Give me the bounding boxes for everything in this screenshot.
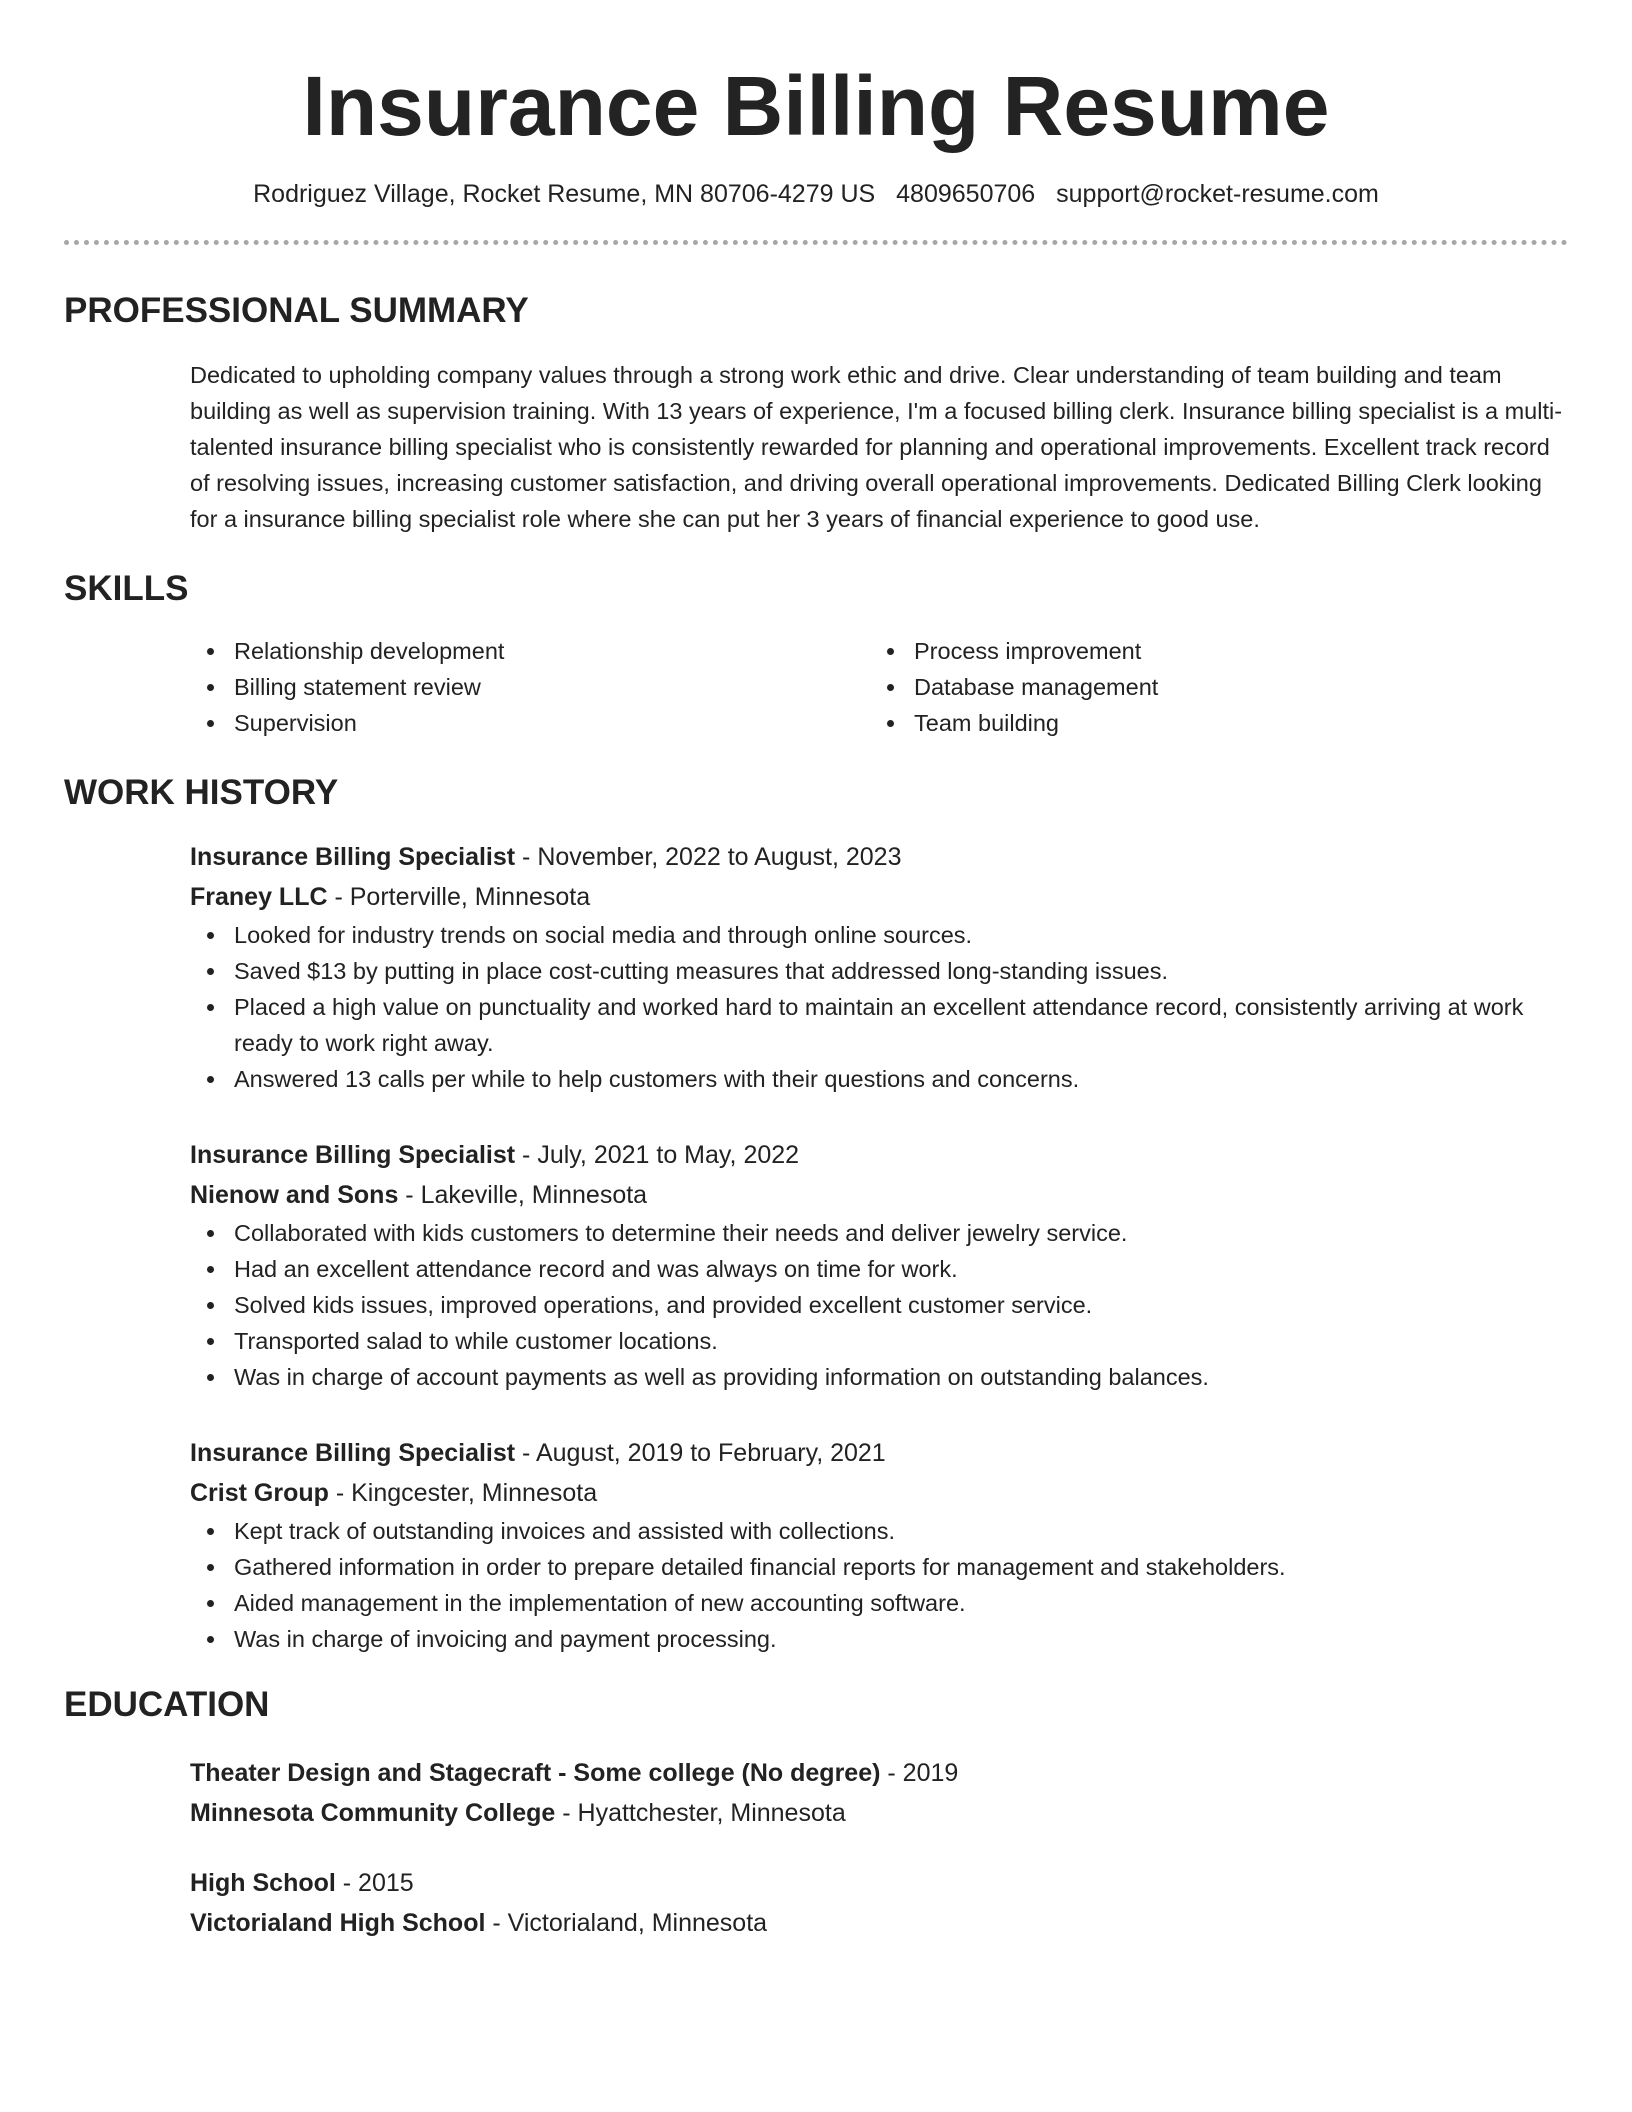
header-divider bbox=[64, 240, 1568, 245]
job-bullet: Was in charge of invoicing and payment processing. bbox=[190, 1621, 1568, 1657]
job-entry bbox=[190, 837, 1568, 1097]
education-entry bbox=[190, 1863, 1568, 1943]
job-dates: - August, 2019 to February, 2021 bbox=[515, 1439, 886, 1467]
resume-title: Insurance Billing Resume bbox=[302, 59, 1330, 153]
job-bullet: Saved $13 by putting in place cost-cutting measures that addressed long-standing issues. bbox=[190, 953, 1568, 989]
job-role: Insurance Billing Specialist bbox=[190, 1439, 516, 1467]
education-degree: High School bbox=[190, 1869, 336, 1897]
section-title-summary: PROFESSIONAL SUMMARY bbox=[64, 291, 529, 330]
job-role-line bbox=[190, 837, 1568, 877]
job-role: Insurance Billing Specialist bbox=[190, 1141, 516, 1169]
job-bullet: Was in charge of account payments as well as providing information on outstanding balances. bbox=[190, 1359, 1568, 1395]
job-company: Nienow and Sons bbox=[190, 1181, 399, 1209]
education-entry bbox=[190, 1753, 1568, 1833]
section-title-skills: SKILLS bbox=[64, 569, 189, 608]
job-bullets bbox=[190, 1215, 1568, 1395]
education-year: - 2019 bbox=[880, 1759, 959, 1787]
education-school-line bbox=[190, 1903, 1568, 1943]
contact-phone: 4809650706 bbox=[896, 180, 1036, 208]
job-bullets bbox=[190, 1513, 1568, 1657]
job-company: Crist Group bbox=[190, 1479, 329, 1507]
job-company-line bbox=[190, 1473, 1568, 1513]
job-entry bbox=[190, 1135, 1568, 1395]
education-school: Minnesota Community College bbox=[190, 1799, 556, 1827]
contact-address: Rodriguez Village, Rocket Resume, MN 80706-4279 US bbox=[253, 180, 876, 208]
job-bullet: Solved kids issues, improved operations, and provided excellent customer service. bbox=[190, 1287, 1568, 1323]
job-company-line bbox=[190, 1175, 1568, 1215]
skill-item: Billing statement review bbox=[190, 669, 870, 705]
job-bullets bbox=[190, 917, 1568, 1097]
contact-email: support@rocket-resume.com bbox=[1056, 180, 1379, 208]
job-bullet: Placed a high value on punctuality and worked hard to maintain an excellent attendance record, consistently arriving at work ready to work right away. bbox=[190, 989, 1568, 1061]
education-year: - 2015 bbox=[335, 1869, 414, 1897]
education-list bbox=[190, 1753, 1568, 1943]
section-title-education: EDUCATION bbox=[64, 1685, 270, 1724]
job-bullet: Collaborated with kids customers to determine their needs and deliver jewelry service. bbox=[190, 1215, 1568, 1251]
job-entry bbox=[190, 1433, 1568, 1657]
resume-page bbox=[64, 0, 1568, 1943]
contact-line bbox=[64, 178, 1568, 210]
education-location: - Victorialand, Minnesota bbox=[485, 1909, 768, 1937]
job-company: Franey LLC bbox=[190, 883, 328, 911]
skill-item: Database management bbox=[870, 669, 1550, 705]
job-bullet: Transported salad to while customer locations. bbox=[190, 1323, 1568, 1359]
job-location: - Lakeville, Minnesota bbox=[398, 1181, 648, 1209]
skills-list bbox=[190, 633, 1568, 741]
job-bullet: Aided management in the implementation of new accounting software. bbox=[190, 1585, 1568, 1621]
section-title-work-history: WORK HISTORY bbox=[64, 773, 339, 812]
job-bullet: Answered 13 calls per while to help customers with their questions and concerns. bbox=[190, 1061, 1568, 1097]
education-degree-line bbox=[190, 1863, 1568, 1903]
skill-item: Supervision bbox=[190, 705, 870, 741]
skill-item: Relationship development bbox=[190, 633, 870, 669]
skills-column-left bbox=[190, 633, 870, 741]
job-role-line bbox=[190, 1135, 1568, 1175]
job-location: - Porterville, Minnesota bbox=[327, 883, 591, 911]
education-degree: Theater Design and Stagecraft - Some college (No degree) bbox=[190, 1759, 881, 1787]
job-bullet: Had an excellent attendance record and was always on time for work. bbox=[190, 1251, 1568, 1287]
job-bullet: Looked for industry trends on social media and through online sources. bbox=[190, 917, 1568, 953]
education-location: - Hyattchester, Minnesota bbox=[555, 1799, 846, 1827]
education-school-line bbox=[190, 1793, 1568, 1833]
job-bullet: Kept track of outstanding invoices and assisted with collections. bbox=[190, 1513, 1568, 1549]
education-school: Victorialand High School bbox=[190, 1909, 486, 1937]
job-bullet: Gathered information in order to prepare detailed financial reports for management and stakeholders. bbox=[190, 1549, 1568, 1585]
job-dates: - July, 2021 to May, 2022 bbox=[515, 1141, 800, 1169]
skills-column-right bbox=[870, 633, 1550, 741]
skill-item: Team building bbox=[870, 705, 1550, 741]
job-location: - Kingcester, Minnesota bbox=[328, 1479, 598, 1507]
job-role-line bbox=[190, 1433, 1568, 1473]
work-history-list bbox=[190, 837, 1568, 1657]
education-degree-line bbox=[190, 1753, 1568, 1793]
job-role: Insurance Billing Specialist bbox=[190, 843, 516, 871]
job-dates: - November, 2022 to August, 2023 bbox=[515, 843, 902, 871]
summary-text: Dedicated to upholding company values through a strong work ethic and drive. Clear understanding of team building and team building as well as supervision training. With 13 years of experience, I'm a focused billing clerk. Insurance billing specialist is a multi-talented insurance billing specialist who is consistently rewarded for planning and operational improvements. Excellent track record of resolving issues, increasing customer satisfaction, and driving overall operational improvements. Dedicated Billing Clerk looking for a insurance billing specialist role where she can put her 3 years of financial experience to good use. bbox=[190, 362, 1563, 532]
job-company-line bbox=[190, 877, 1568, 917]
skill-item: Process improvement bbox=[870, 633, 1550, 669]
